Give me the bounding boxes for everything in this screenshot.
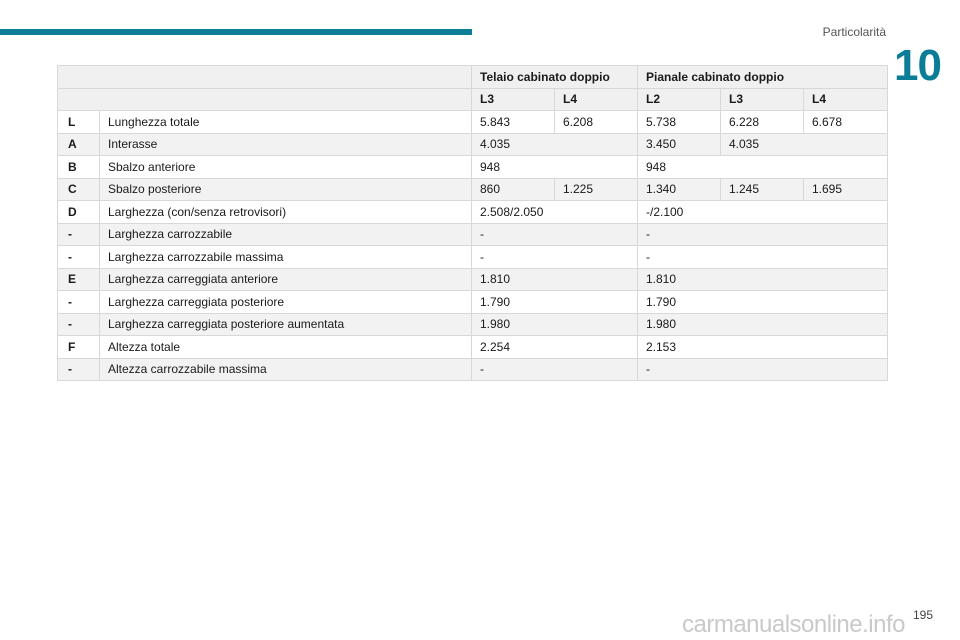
table-row: [58, 201, 888, 224]
value-cell: -: [638, 223, 888, 246]
table-row: [58, 178, 888, 201]
table-header-empty-cell: [58, 88, 472, 111]
value-cell: 1.790: [638, 291, 888, 314]
table-row: [58, 268, 888, 291]
table-group-header-row: [58, 66, 888, 89]
value-cell: 1.245: [721, 178, 804, 201]
value-cell: 1.810: [638, 268, 888, 291]
value-cell: 1.810: [472, 268, 638, 291]
value-cell: 1.695: [804, 178, 888, 201]
value-cell: 5.738: [638, 111, 721, 134]
subheader-cell: L3: [472, 88, 555, 111]
table-row: [58, 313, 888, 336]
subheader-cell: L2: [638, 88, 721, 111]
value-cell: 5.843: [472, 111, 555, 134]
row-label: Larghezza carreggiata posteriore: [100, 291, 472, 314]
table-header-empty-cell: [58, 66, 472, 89]
table-row: [58, 111, 888, 134]
value-cell: 948: [472, 156, 638, 179]
table-subheader-row: [58, 88, 888, 111]
value-cell: 3.450: [638, 133, 721, 156]
table-row: [58, 336, 888, 359]
chapter-number: 10: [894, 41, 941, 90]
row-code: -: [58, 291, 100, 314]
value-cell: -: [638, 358, 888, 381]
group-header-telaio: Telaio cabinato doppio: [472, 66, 638, 89]
value-cell: 4.035: [721, 133, 888, 156]
row-code: A: [58, 133, 100, 156]
value-cell: 6.678: [804, 111, 888, 134]
row-label: Sbalzo posteriore: [100, 178, 472, 201]
header-accent-bar: [0, 29, 472, 35]
watermark: carmanualsonline.info: [682, 611, 905, 638]
row-label: Larghezza carrozzabile massima: [100, 246, 472, 269]
table-row: [58, 291, 888, 314]
section-title: Particolarità: [822, 25, 886, 39]
row-code: -: [58, 313, 100, 336]
table-row: [58, 246, 888, 269]
value-cell: 1.340: [638, 178, 721, 201]
table-row: [58, 133, 888, 156]
value-cell: 2.153: [638, 336, 888, 359]
subheader-cell: L3: [721, 88, 804, 111]
row-code: F: [58, 336, 100, 359]
row-label: Sbalzo anteriore: [100, 156, 472, 179]
value-cell: 948: [638, 156, 888, 179]
table-row: [58, 156, 888, 179]
group-header-pianale: Pianale cabinato doppio: [638, 66, 888, 89]
row-code: -: [58, 246, 100, 269]
row-code: C: [58, 178, 100, 201]
value-cell: 2.508/2.050: [472, 201, 638, 224]
value-cell: 6.208: [555, 111, 638, 134]
value-cell: 1.790: [472, 291, 638, 314]
row-code: D: [58, 201, 100, 224]
value-cell: -: [472, 358, 638, 381]
table-row: [58, 358, 888, 381]
value-cell: 2.254: [472, 336, 638, 359]
value-cell: 6.228: [721, 111, 804, 134]
subheader-cell: L4: [804, 88, 888, 111]
row-label: Altezza totale: [100, 336, 472, 359]
table-row: [58, 223, 888, 246]
value-cell: -: [472, 246, 638, 269]
page-number: 195: [913, 608, 934, 622]
row-label: Larghezza carrozzabile: [100, 223, 472, 246]
value-cell: 1.980: [638, 313, 888, 336]
row-code: B: [58, 156, 100, 179]
value-cell: -: [472, 223, 638, 246]
row-code: -: [58, 223, 100, 246]
value-cell: 860: [472, 178, 555, 201]
value-cell: -/2.100: [638, 201, 888, 224]
dimensions-table: [57, 65, 888, 381]
row-label: Larghezza carreggiata posteriore aumentata: [100, 313, 472, 336]
value-cell: -: [638, 246, 888, 269]
row-label: Larghezza carreggiata anteriore: [100, 268, 472, 291]
subheader-cell: L4: [555, 88, 638, 111]
row-code: E: [58, 268, 100, 291]
value-cell: 1.225: [555, 178, 638, 201]
row-code: L: [58, 111, 100, 134]
value-cell: 1.980: [472, 313, 638, 336]
row-label: Interasse: [100, 133, 472, 156]
row-label: Altezza carrozzabile massima: [100, 358, 472, 381]
row-label: Lunghezza totale: [100, 111, 472, 134]
row-label: Larghezza (con/senza retrovisori): [100, 201, 472, 224]
row-code: -: [58, 358, 100, 381]
value-cell: 4.035: [472, 133, 638, 156]
